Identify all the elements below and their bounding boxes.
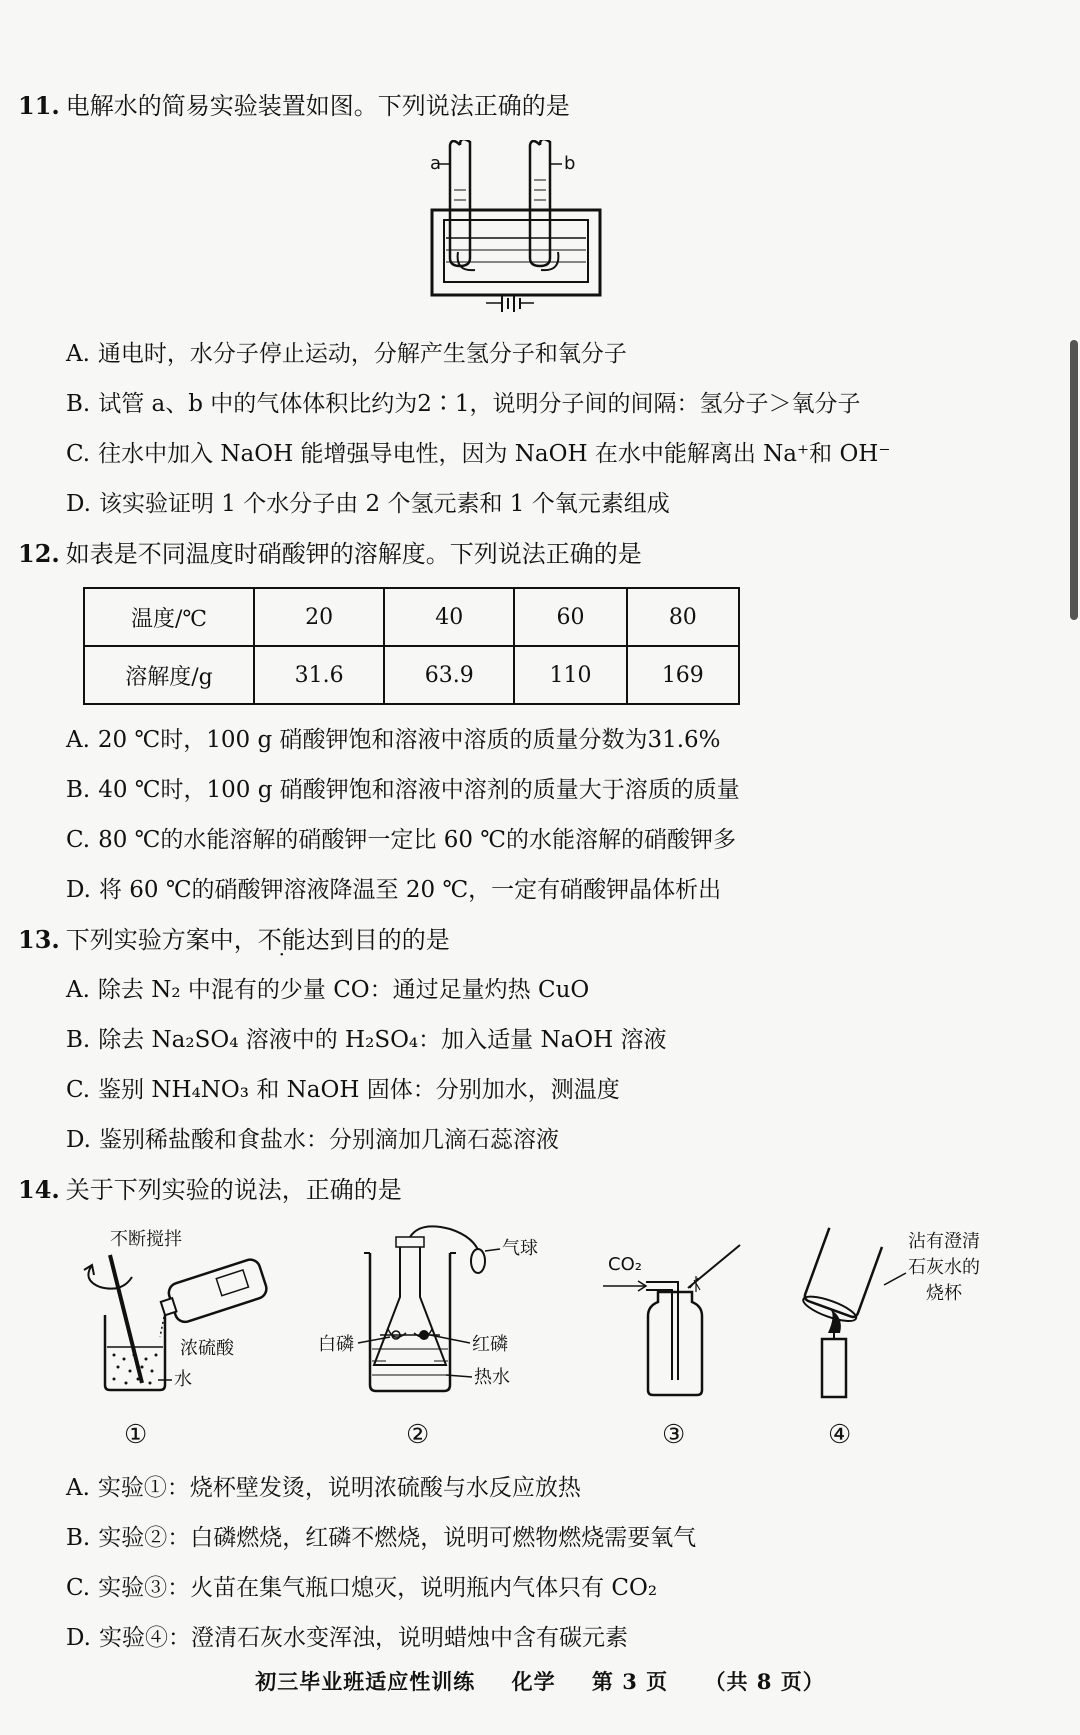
q11-option-d: D. 该实验证明 1 个水分子由 2 个氢元素和 1 个氧元素组成 [66, 491, 670, 517]
red-phosphorus-label: 红磷 [472, 1334, 508, 1355]
q14-option-c: C. 实验③：火苗在集气瓶口熄灭，说明瓶内气体只有 CO₂ [66, 1575, 658, 1601]
inverted-beaker [801, 1228, 882, 1326]
q14-option-b: B. 实验②：白磷燃烧，红磷不燃烧，说明可燃物燃烧需要氧气 [66, 1525, 697, 1551]
figure-2-index: ② [406, 1420, 430, 1450]
acid-bottle [157, 1257, 269, 1327]
conical-flask [374, 1245, 446, 1365]
q13-option-b: B. 除去 Na₂SO₄ 溶液中的 H₂SO₄：加入适量 NaOH 溶液 [66, 1027, 667, 1053]
q11-option-b: B. 试管 a、b 中的气体体积比约为2∶1，说明分子间的间隔：氢分子＞氧分子 [66, 391, 861, 417]
figure-3-index: ③ [662, 1420, 686, 1450]
q13-number: 13. [18, 925, 60, 954]
q11-option-a: A. 通电时，水分子停止运动，分解产生氢分子和氧分子 [66, 341, 627, 367]
table-row [84, 588, 739, 646]
q12-text: 如表是不同温度时硝酸钾的溶解度。下列说法正确的是 [65, 540, 642, 568]
page-footer [0, 1666, 1080, 1696]
table-header-cell: 溶解度/g [84, 646, 254, 704]
q13-option-d: D. 鉴别稀盐酸和食盐水：分别滴加几滴石蕊溶液 [66, 1127, 559, 1153]
electrolysis-apparatus-figure [430, 140, 610, 315]
gas-jar [648, 1292, 702, 1395]
stir-label: 不断搅拌 [110, 1229, 182, 1250]
emphasis-text: 不能 [257, 926, 306, 954]
q12-option-c: C. 80 ℃的水能溶解的硝酸钾一定比 60 ℃的水能溶解的硝酸钾多 [66, 827, 737, 853]
label-b: b [564, 153, 576, 174]
label-a: a [430, 153, 442, 174]
acid-dilution-figure [80, 1225, 280, 1400]
q14-option-d: D. 实验④：澄清石灰水变浑浊，说明蜡烛中含有碳元素 [66, 1625, 628, 1651]
red-phosphorus [419, 1330, 429, 1340]
q14-option-a: A. 实验①：烧杯壁发烫，说明浓硫酸与水反应放热 [66, 1475, 581, 1501]
table-cell: 31.6 [254, 646, 384, 704]
candle-beaker-figure [800, 1225, 1000, 1400]
co2-label: CO₂ [608, 1254, 642, 1275]
candle [822, 1339, 846, 1397]
table-cell: 20 [254, 588, 384, 646]
q14-stem [18, 1174, 402, 1206]
q11-number: 11. [18, 91, 60, 120]
beaker-label-line2: 石灰水的 [908, 1257, 980, 1278]
table-cell: 63.9 [384, 646, 514, 704]
table-cell: 169 [627, 646, 739, 704]
q14-text: 关于下列实验的说法，正确的是 [65, 1176, 402, 1204]
footer-subject: 化学 [511, 1669, 556, 1694]
hot-water-label: 热水 [474, 1367, 510, 1388]
solubility-table [83, 587, 740, 705]
figure-4-index: ④ [828, 1420, 852, 1450]
beaker-label-line1: 沾有澄清 [908, 1231, 980, 1252]
acid-label: 浓硫酸 [180, 1338, 234, 1359]
q13-stem: 13. 下列实验方案中，不能达到目的的是 [18, 925, 450, 954]
q12-option-a: A. 20 ℃时，100 g 硝酸钾饱和溶液中溶质的质量分数为31.6% [66, 727, 721, 753]
table-header-cell: 温度/℃ [84, 588, 254, 646]
table-cell: 80 [627, 588, 739, 646]
inner-tank [444, 220, 588, 282]
footer-title: 初三毕业班适应性训练 [255, 1669, 476, 1694]
q12-option-d: D. 将 60 ℃的硝酸钾溶液降温至 20 ℃，一定有硝酸钾晶体析出 [66, 877, 722, 903]
balloon [471, 1249, 485, 1273]
q11-option-c: C. 往水中加入 NaOH 能增强导电性，因为 NaOH 在水中能解离出 Na⁺和 OH⁻ [66, 441, 891, 467]
q12-option-b: B. 40 ℃时，100 g 硝酸钾饱和溶液中溶剂的质量大于溶质的质量 [66, 777, 740, 803]
q11-text: 电解水的简易实验装置如图。下列说法正确的是 [65, 92, 570, 120]
balloon-label: 气球 [502, 1238, 538, 1259]
table-row [84, 646, 739, 704]
table-cell: 110 [514, 646, 626, 704]
q14-number: 14. [18, 1175, 60, 1204]
scrollbar-thumb[interactable] [1070, 340, 1078, 620]
water-label: 水 [174, 1369, 192, 1390]
beaker-label-line3: 烧杯 [926, 1283, 962, 1304]
white-phosphorus-label: 白磷 [318, 1334, 354, 1355]
phosphorus-combustion-figure [310, 1225, 540, 1400]
q13-option-c: C. 鉴别 NH₄NO₃ 和 NaOH 固体：分别加水，测温度 [66, 1077, 620, 1103]
co2-gas-jar-figure [598, 1240, 758, 1400]
q12-stem [18, 538, 642, 570]
q13-option-a: A. 除去 N₂ 中混有的少量 CO：通过足量灼热 CuO [66, 977, 590, 1003]
figure-1-index: ① [124, 1420, 148, 1450]
large-beaker [370, 1253, 450, 1391]
q11-stem [18, 90, 570, 122]
tube-a [450, 140, 470, 266]
table-cell: 40 [384, 588, 514, 646]
q12-number: 12. [18, 539, 60, 568]
footer-total-pages: （共 8 页） [704, 1669, 825, 1694]
table-cell: 60 [514, 588, 626, 646]
tube-b [530, 140, 550, 266]
footer-page-number: 第 3 页 [591, 1669, 669, 1694]
